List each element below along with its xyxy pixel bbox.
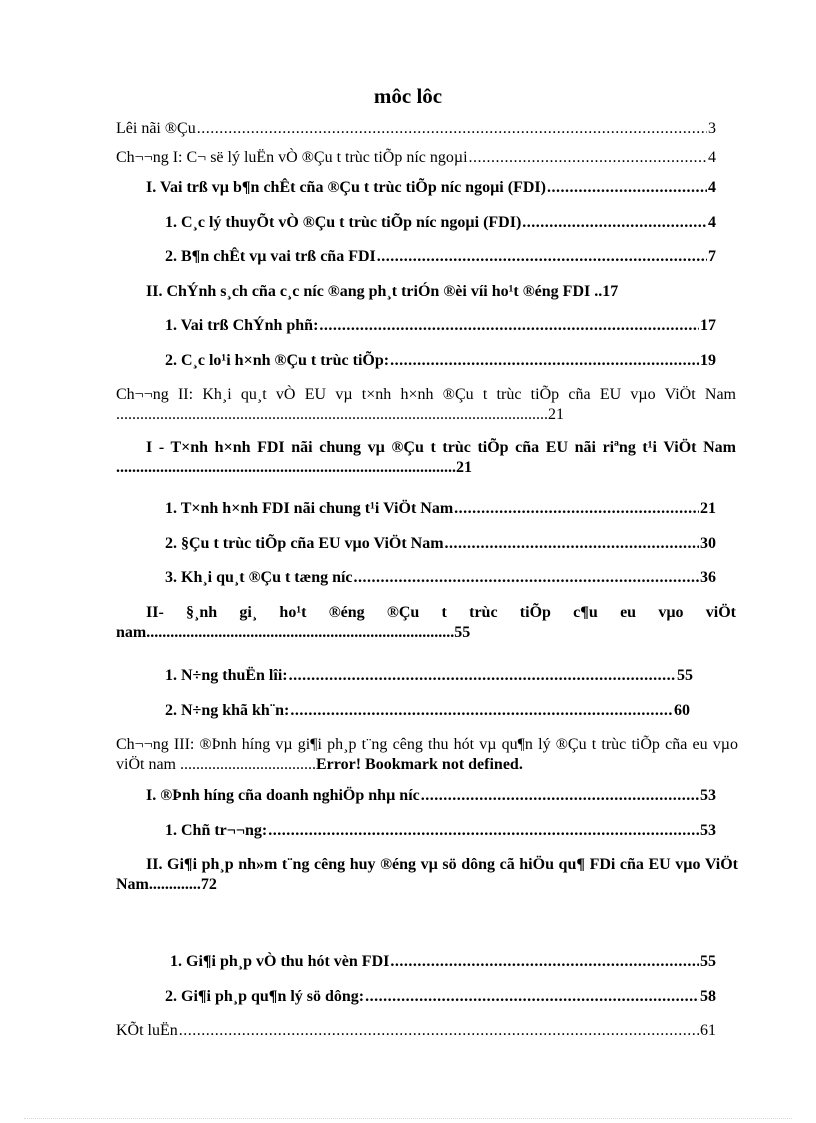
toc-entry-page: 21 [548, 406, 564, 423]
toc-entry [116, 603, 736, 643]
toc-entry [116, 735, 738, 775]
toc-leader [390, 351, 699, 371]
toc-entry-page: 58 [700, 988, 716, 1005]
toc-entry [116, 119, 716, 139]
toc-entry-text: 3. Kh¸i qu¸t ®Çu t tæng níc [165, 569, 353, 586]
toc-entry [165, 666, 693, 686]
toc-entry-text: I - T×nh h×nh FDI nãi chung vµ ®Çu t trùc tiÕp cña EU nãi riªng t¹i ViÖt Nam [146, 439, 736, 456]
toc-leader [290, 701, 673, 721]
toc-entry-page: 55 [454, 624, 471, 641]
toc-leader [354, 568, 699, 588]
toc-leader [268, 821, 699, 841]
toc-entry [165, 987, 716, 1007]
toc-entry [146, 282, 716, 302]
toc-entry-text: 2. §Çu t trùc tiÕp cña EU vµo ViÖt Nam [165, 535, 444, 552]
toc-entry-page: 21 [456, 459, 472, 476]
toc-leader [319, 316, 699, 336]
toc-leader [289, 666, 676, 686]
toc-entry [116, 1021, 716, 1041]
toc-entry [165, 351, 716, 371]
toc-entry-text: 1. Vai trß ChÝnh phñ: [165, 317, 319, 334]
toc-entry-text: 2. Gi¶i ph¸p qu¶n lý sö dông: [165, 988, 365, 1005]
toc-leader [469, 148, 707, 168]
toc-leader: ............................................................................. [146, 624, 455, 641]
toc-entry-text: 1. N÷ng thuËn lîi: [165, 667, 288, 684]
toc-entry-text: II- §¸nh gi¸ ho¹t ®éng ®Çu t trùc tiÕp c¶u eu vµo viÖt nam [116, 604, 736, 641]
toc-entry [116, 148, 716, 168]
toc-entry-page: 17 [602, 283, 619, 300]
toc-entry [165, 568, 716, 588]
toc-entry-page: 61 [700, 1022, 716, 1039]
page-title: môc lôc [373, 84, 443, 108]
toc-entry-text: 1. T×nh h×nh FDI nãi chung t¹i ViÖt Nam [165, 500, 454, 517]
toc-leader [421, 786, 699, 806]
toc-entry [146, 786, 716, 806]
toc-leader [365, 987, 699, 1007]
toc-entry-page: 21 [700, 500, 716, 517]
toc-entry [165, 701, 690, 721]
toc-entry-text: KÕt luËn [116, 1022, 178, 1039]
toc-entry-text: 1. Gi¶i ph¸p vÒ thu hót vèn FDI [170, 953, 390, 970]
toc-leader [377, 247, 707, 267]
toc-leader [445, 534, 699, 554]
toc-entry [165, 499, 716, 519]
toc-entry-page: 72 [200, 876, 217, 893]
toc-leader [390, 952, 699, 972]
toc-entry-page: 3 [708, 120, 716, 137]
toc-entry-text: 1. Chñ tr¬¬ng: [165, 822, 268, 839]
toc-entry-text: 2. B¶n chÊt vµ vai trß cña FDI [165, 248, 376, 265]
toc-leader [522, 213, 707, 233]
toc-entry-text: II. Gi¶i ph¸p nh»m t¨ng cêng huy ®éng vµ sö dông cã hiÖu qu¶ FDi cña EU vµo ViÖt Nam [116, 856, 738, 893]
toc-leader: .................................. [180, 756, 316, 773]
toc-entry-page: 17 [700, 317, 716, 334]
toc-entry-page: 53 [700, 822, 716, 839]
toc-entry-text: II. ChÝnh s¸ch cña c¸c níc ®ang ph¸t triÓn ®èi víi ho¹t ®éng FDI .. [146, 283, 603, 300]
toc-entry-page: 4 [708, 179, 716, 196]
toc-entry [165, 247, 716, 267]
toc-entry-page: 4 [708, 214, 716, 231]
toc-leader [179, 1021, 699, 1041]
toc-entry-text: 1. C¸c lý thuyÕt vÒ ®Çu t trùc tiÕp níc ngoµi (FDI) [165, 214, 522, 231]
toc-leader: ............................................................................................................ [116, 406, 548, 423]
toc-leader [197, 119, 707, 139]
toc-entry-text: Lêi nãi ®Çu [116, 120, 196, 137]
toc-entry-text: 2. C¸c lo¹i h×nh ®Çu t trùc tiÕp: [165, 352, 390, 369]
toc-entry [165, 821, 716, 841]
toc-entry [116, 438, 736, 478]
toc-leader: ............. [148, 876, 201, 893]
toc-leader: ..................................................................................... [116, 459, 456, 476]
toc-entry [146, 178, 716, 198]
toc-entry [165, 213, 716, 233]
page-bottom-divider [24, 1118, 792, 1119]
toc-entry-page: 53 [700, 787, 716, 804]
toc-entry-page: 55 [677, 667, 693, 684]
toc-entry [165, 316, 716, 336]
toc-entry-page: 19 [700, 352, 716, 369]
toc-entry-text: I. Vai trß vµ b¶n chÊt cña ®Çu t trùc tiÕp níc ngoµi (FDI) [146, 179, 546, 196]
toc-entry [116, 385, 736, 425]
toc-entry-page: Error! Bookmark not defined. [316, 756, 523, 773]
toc-entry-page: 36 [700, 569, 716, 586]
toc-entry-text: Ch¬¬ng III: ®Þnh híng vµ gi¶i ph¸p t¨ng cêng thu hót vµ qu¶n lý ®Çu t trùc tiÕp cña eu vµo viÖt nam [116, 736, 738, 773]
toc-entry-text: Ch¬¬ng I: C¬ së lý luËn vÒ ®Çu t trùc tiÕp níc ngoµi [116, 149, 468, 166]
toc-leader [547, 178, 707, 198]
toc-entry-page: 60 [674, 702, 690, 719]
toc-entry-text: Ch¬¬ng II: Kh¸i qu¸t vÒ EU vµ t×nh h×nh ®Çu t trùc tiÕp cña EU vµo ViÖt Nam [116, 386, 736, 403]
toc-entry [170, 952, 716, 972]
toc-entry-page: 7 [708, 248, 716, 265]
toc-entry-text: 2. N÷ng khã kh¨n: [165, 702, 290, 719]
toc-entry [165, 534, 716, 554]
toc-leader [454, 499, 699, 519]
toc-entry-page: 30 [700, 535, 716, 552]
toc-entry-page: 4 [708, 149, 716, 166]
toc-entry-page: 55 [700, 953, 716, 970]
toc-entry-text: I. ®Þnh híng cña doanh nghiÖp nhµ níc [146, 787, 420, 804]
toc-entry [116, 855, 738, 895]
